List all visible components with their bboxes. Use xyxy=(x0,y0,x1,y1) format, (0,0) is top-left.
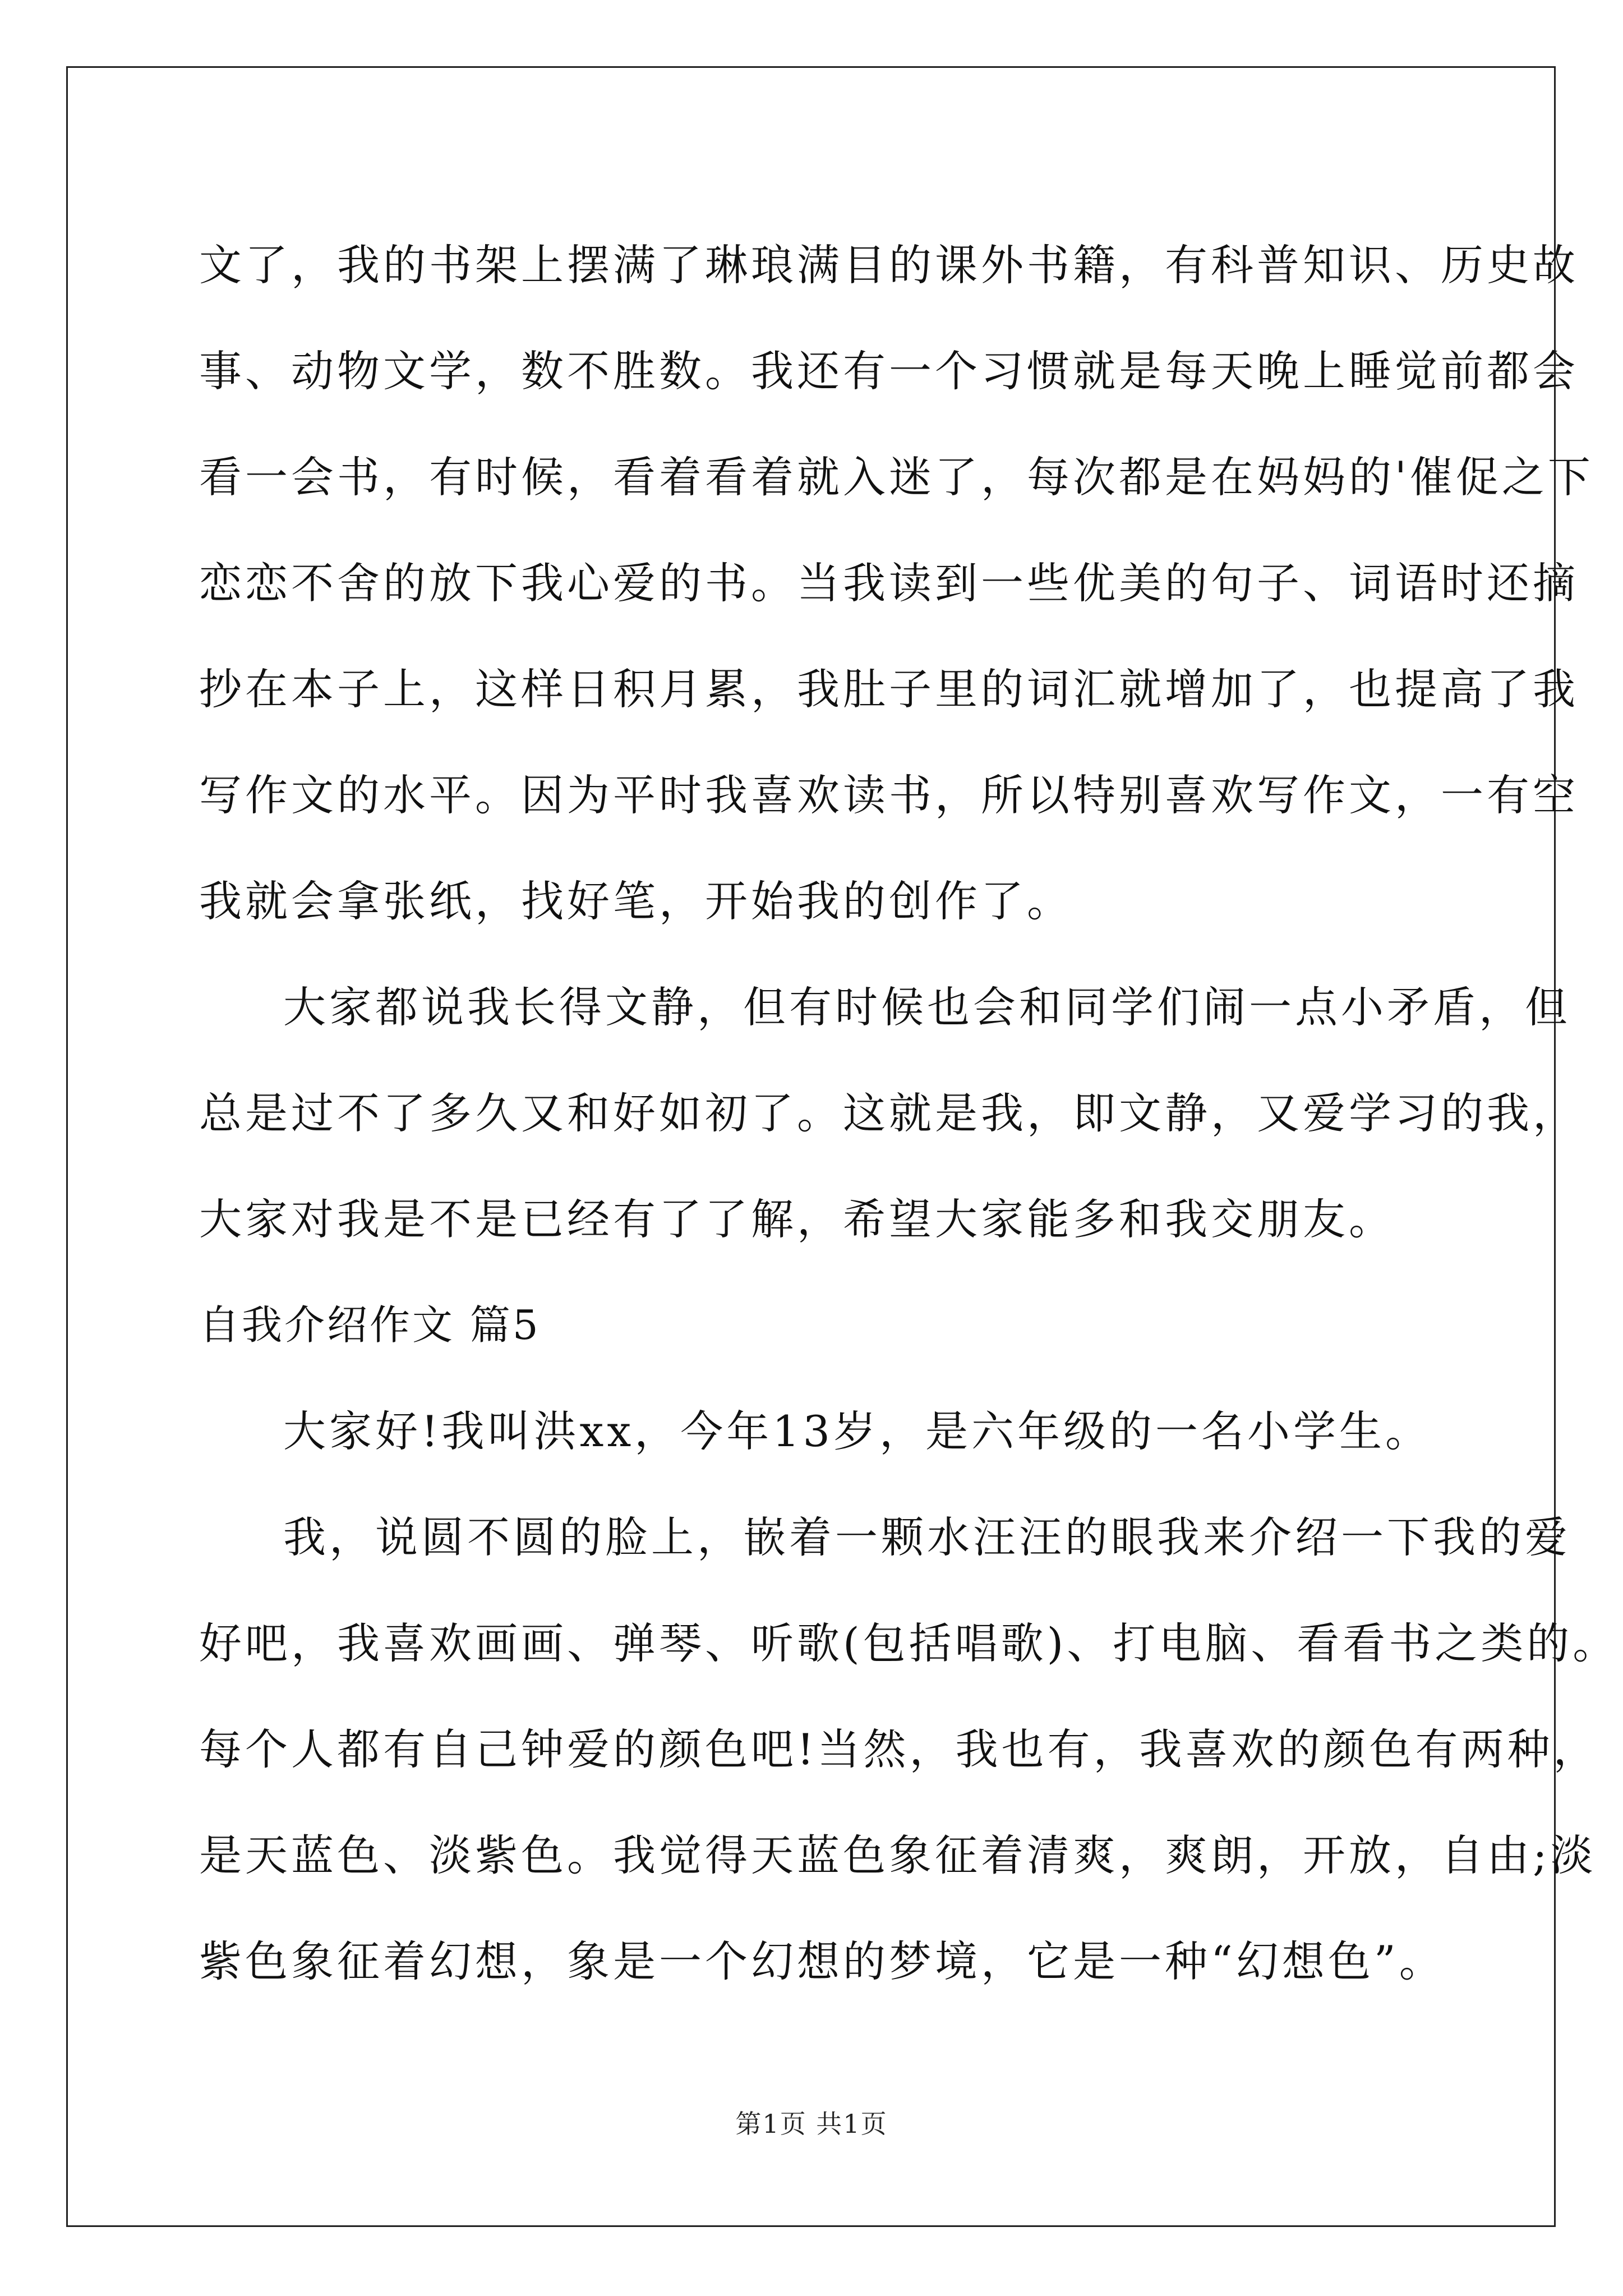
text-line: 写作文的水平。因为平时我喜欢读书，所以特别喜欢写作文，一有空 xyxy=(199,770,1579,820)
text-line: 紫色象征着幻想，象是一个幻想的梦境，它是一种“幻想色”。 xyxy=(199,1936,1445,1986)
text-line: 大家好!我叫洪xx，今年13岁，是六年级的一名小学生。 xyxy=(283,1406,1431,1456)
document-body xyxy=(199,212,1619,2014)
page-footer: 第1页 共1页 xyxy=(735,2109,888,2139)
text-line: 看一会书，有时候，看着看着就入迷了，每次都是在妈妈的'催促之下 xyxy=(199,452,1594,502)
text-line: 每个人都有自己钟爱的颜色吧!当然，我也有，我喜欢的颜色有两种， xyxy=(199,1724,1599,1774)
text-line: 大家都说我长得文静，但有时候也会和同学们闹一点小矛盾，但 xyxy=(283,982,1571,1032)
text-line: 好吧，我喜欢画画、弹琴、听歌(包括唱歌)、打电脑、看看书之类的。 xyxy=(199,1618,1619,1668)
section-heading: 自我介绍作文 篇5 xyxy=(199,1301,541,1349)
text-line: 是天蓝色、淡紫色。我觉得天蓝色象征着清爽，爽朗，开放，自由;淡 xyxy=(199,1830,1597,1880)
text-line: 我，说圆不圆的脸上，嵌着一颗水汪汪的眼我来介绍一下我的爱 xyxy=(283,1512,1571,1562)
text-line: 文了，我的书架上摆满了琳琅满目的课外书籍，有科普知识、历史故 xyxy=(199,240,1579,290)
text-line: 抄在本子上，这样日积月累，我肚子里的词汇就增加了，也提高了我 xyxy=(199,664,1579,714)
text-line: 事、动物文学，数不胜数。我还有一个习惯就是每天晚上睡觉前都会 xyxy=(199,346,1579,396)
text-line: 恋恋不舍的放下我心爱的书。当我读到一些优美的句子、词语时还摘 xyxy=(199,558,1579,608)
text-line: 我就会拿张纸，找好笔，开始我的创作了。 xyxy=(199,876,1073,926)
text-line: 大家对我是不是已经有了了解，希望大家能多和我交朋友。 xyxy=(199,1194,1395,1244)
text-line: 总是过不了多久又和好如初了。这就是我，即文静，又爱学习的我， xyxy=(199,1088,1579,1138)
